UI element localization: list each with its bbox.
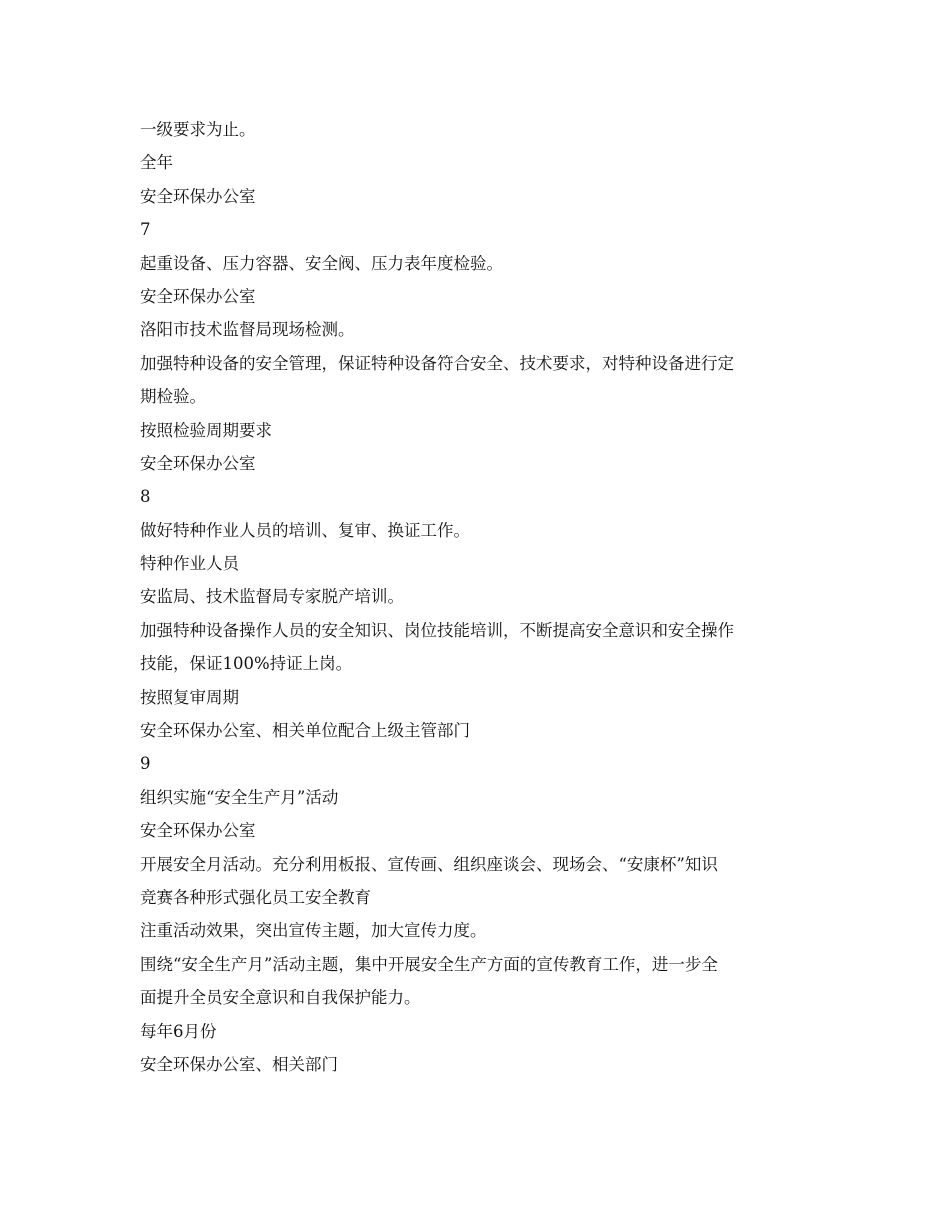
text-line: 一级要求为止。 [140, 120, 256, 139]
text-line: 组织实施“安全生产月”活动 [140, 787, 339, 807]
item-number: 9 [140, 754, 151, 774]
text-line: 按照检验周期要求 [140, 420, 272, 440]
document-body [140, 113, 816, 1081]
text-line: 安全环保办公室 [140, 286, 256, 306]
text-line: 安全环保办公室 [140, 821, 256, 841]
text-line: 洛阳市技术监督局现场检测。 [140, 320, 355, 340]
text-line: 技能，保证100%持证上岗。 [140, 654, 353, 674]
text-line: 加强特种设备操作人员的安全知识、岗位技能培训，不断提高安全意识和安全操作 [140, 620, 734, 640]
text-line: 注重活动效果，突出宣传主题，加大宣传力度。 [140, 921, 487, 941]
item-number: 8 [140, 487, 151, 507]
text-line: 加强特种设备的安全管理，保证特种设备符合安全、技术要求，对特种设备进行定 [140, 353, 734, 373]
text-line: 做好特种作业人员的培训、复审、换证工作。 [140, 520, 470, 540]
text-line: 安全环保办公室 [140, 186, 256, 206]
text-line: 开展安全月活动。充分利用板报、宣传画、组织座谈会、现场会、“安康杯”知识 [140, 854, 718, 874]
text-line: 特种作业人员 [140, 554, 239, 574]
text-line: 围绕“安全生产月”活动主题，集中开展安全生产方面的宣传教育工作，进一步全 [140, 954, 718, 974]
text-line: 面提升全员安全意识和自我保护能力。 [140, 988, 421, 1008]
item-number: 7 [140, 220, 151, 240]
text-line: 期检验。 [140, 387, 206, 407]
text-line: 按照复审周期 [140, 687, 239, 707]
text-line: 安全环保办公室、相关部门 [140, 1054, 338, 1074]
text-line: 安监局、技术监督局专家脱产培训。 [140, 587, 404, 607]
text-line: 起重设备、压力容器、安全阀、压力表年度检验。 [140, 253, 503, 273]
text-line: 全年 [140, 153, 173, 173]
text-line: 每年6月份 [140, 1021, 217, 1041]
text-line: 竞赛各种形式强化员工安全教育 [140, 887, 371, 907]
text-line: 安全环保办公室 [140, 453, 256, 473]
text-line: 安全环保办公室、相关单位配合上级主管部门 [140, 721, 470, 741]
